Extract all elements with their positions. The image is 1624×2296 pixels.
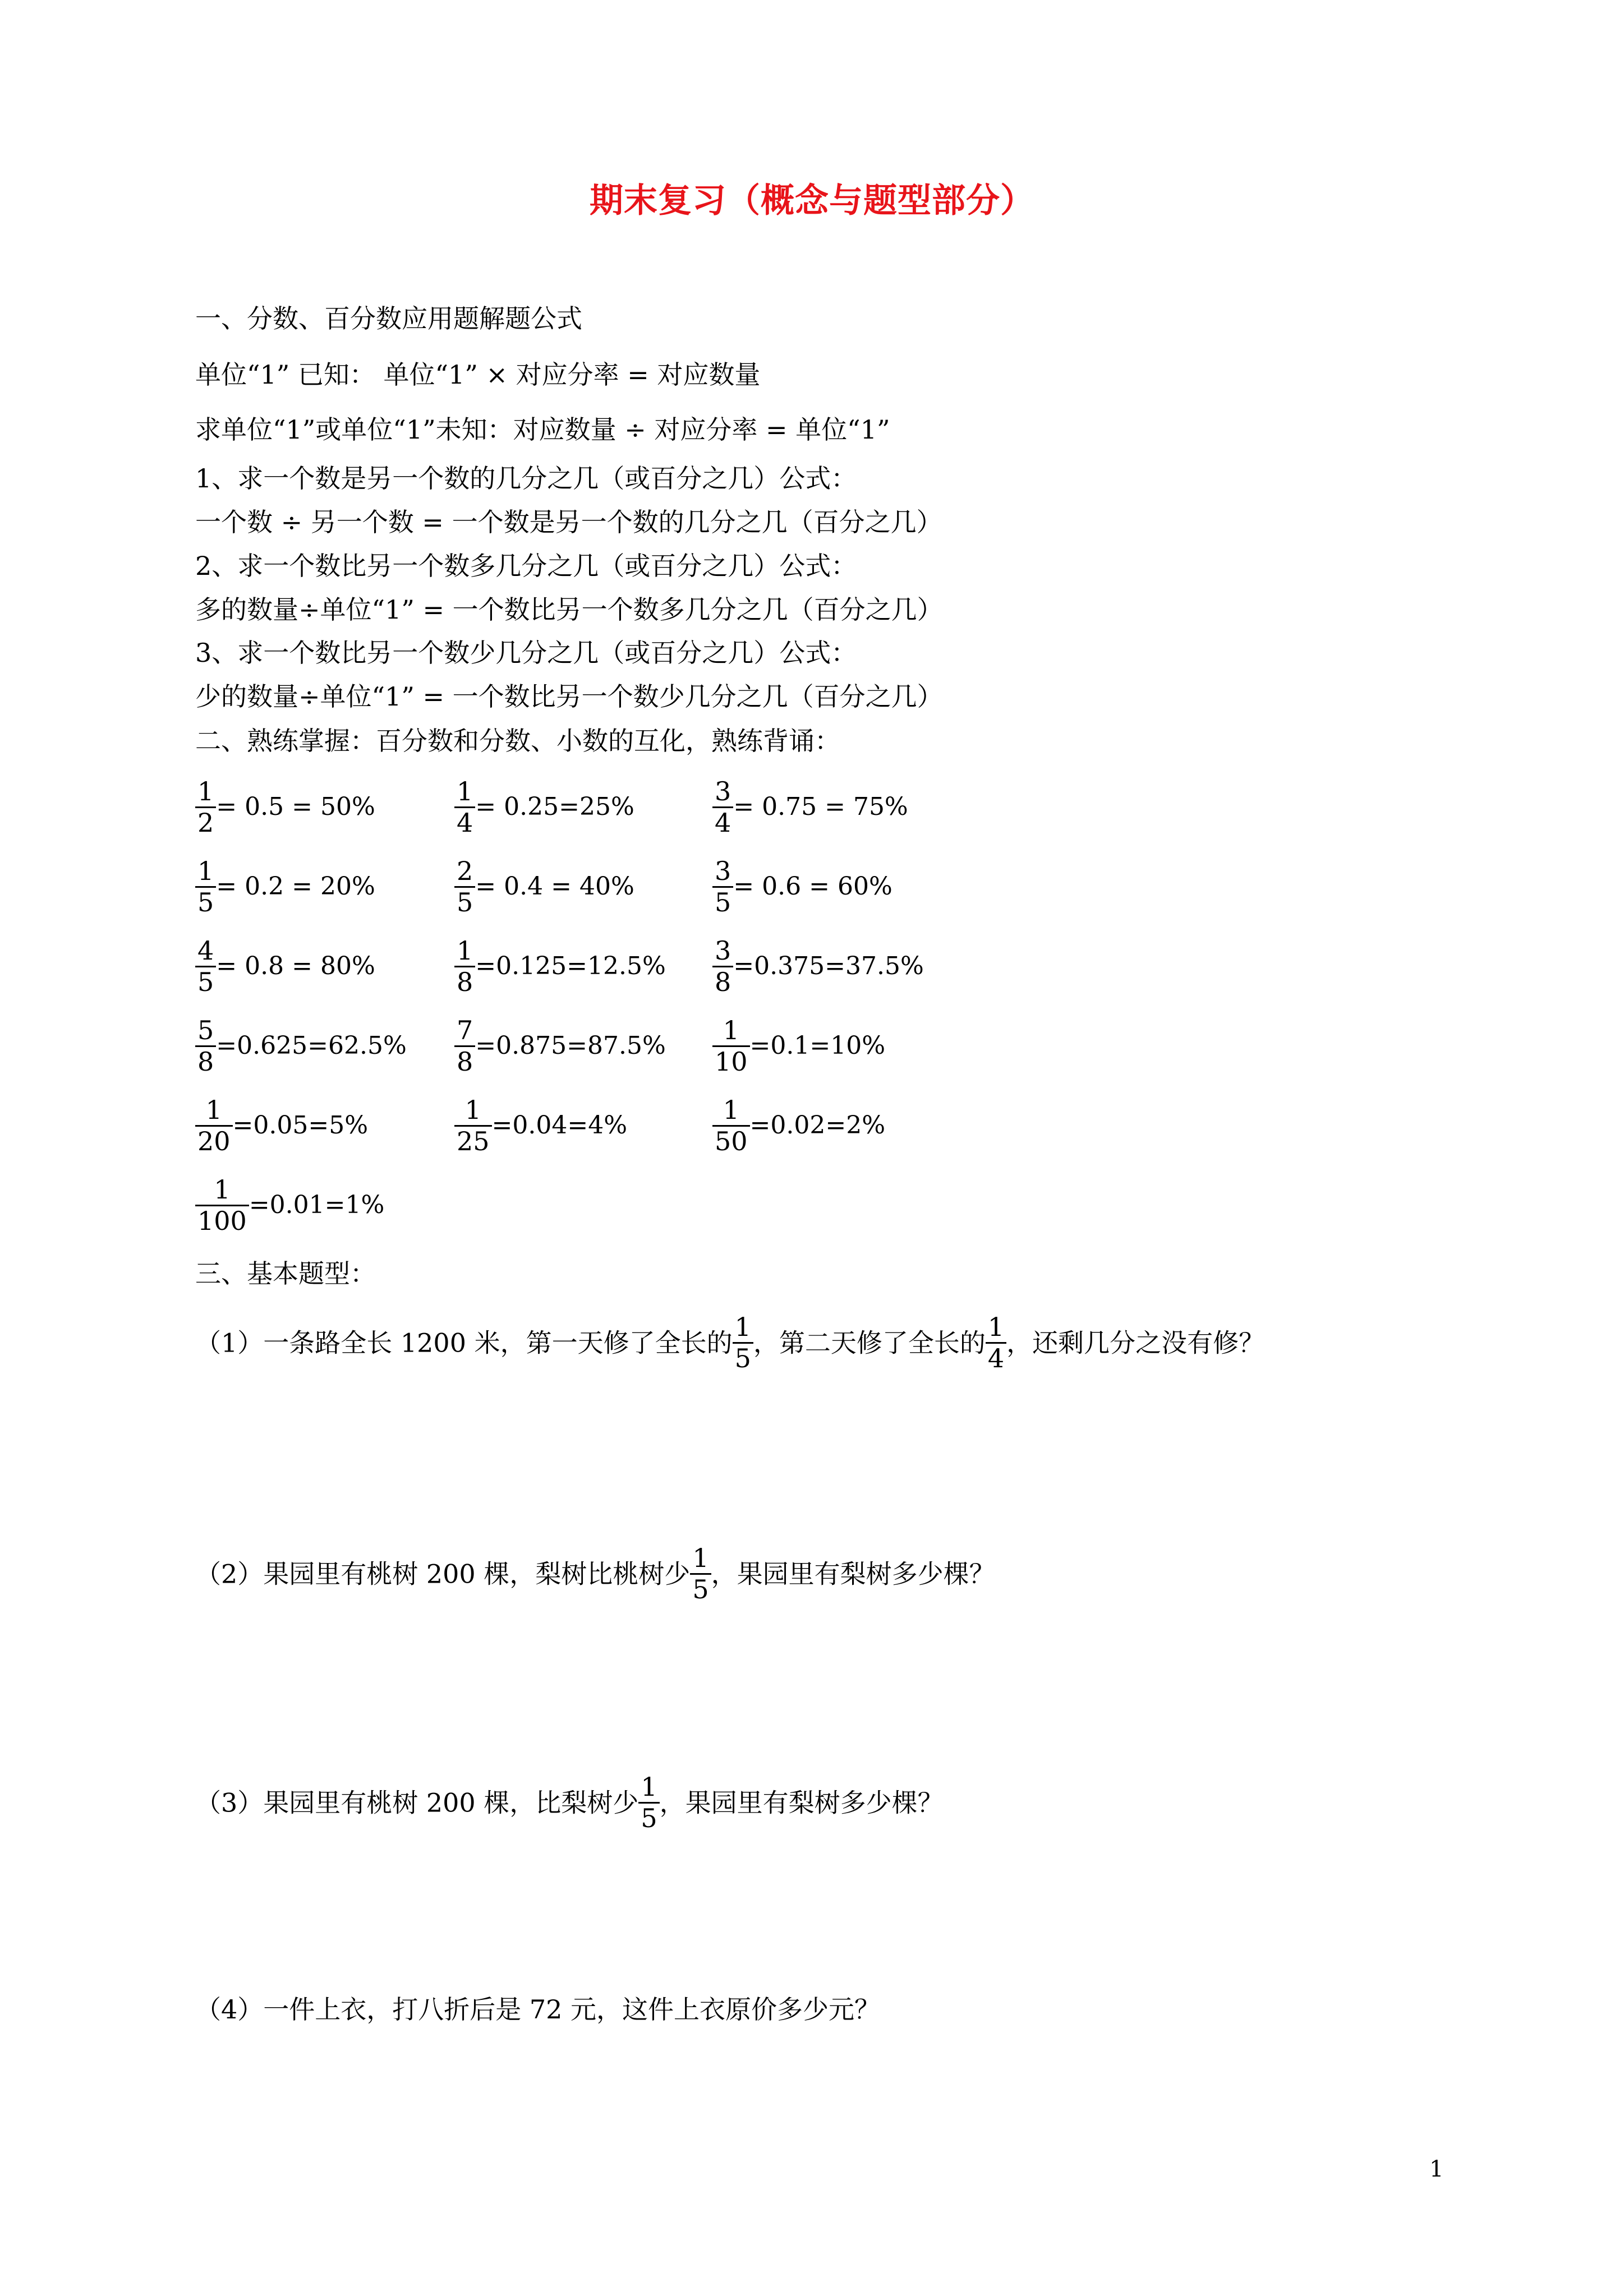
fraction: $\frac{2}{5}$ (454, 856, 475, 918)
fraction: $\frac{3}{4}$ (712, 777, 733, 838)
conversion-item: $\frac{1}{50}$ =0.02=2% (712, 1095, 885, 1156)
conversion-item: $\frac{1}{4}$ = 0.25=25% (454, 777, 634, 838)
question-2: （2）果园里有桃树 200 棵，梨树比桃树少 $\frac{1}{5}$ ，果园里有梨树多少棵？ (195, 1543, 995, 1605)
conversion-item: $\frac{1}{8}$ =0.125=12.5% (454, 936, 666, 997)
conversion-item: $\frac{1}{5}$ = 0.2 = 20% (195, 856, 375, 918)
section-3-heading: 三、基本题型： (195, 1258, 376, 1289)
fraction: $\frac{1}{8}$ (454, 936, 475, 997)
conversion-item: $\frac{1}{10}$ =0.1=10% (712, 1016, 885, 1077)
conversion-item: $\frac{3}{4}$ = 0.75 = 75% (712, 777, 908, 838)
conversion-item: $\frac{2}{5}$ = 0.4 = 40% (454, 856, 634, 918)
fraction: $\frac{1}{5}$ (733, 1312, 753, 1373)
fraction: $\frac{1}{25}$ (454, 1095, 492, 1156)
conversion-item: $\frac{1}{20}$ =0.05=5% (195, 1095, 368, 1156)
item-2-title: 2、求一个数比另一个数多几分之几（或百分之几）公式： (195, 551, 857, 581)
fraction: $\frac{5}{8}$ (195, 1016, 216, 1077)
conversion-item: $\frac{1}{2}$ = 0.5 = 50% (195, 777, 375, 838)
fraction: $\frac{1}{20}$ (195, 1095, 233, 1156)
conversion-item: $\frac{5}{8}$ =0.625=62.5% (195, 1016, 407, 1077)
conversion-item: $\frac{3}{5}$ = 0.6 = 60% (712, 856, 892, 918)
fraction: $\frac{1}{4}$ (986, 1312, 1006, 1373)
conversion-item: $\frac{7}{8}$ =0.875=87.5% (454, 1016, 666, 1077)
fraction: $\frac{1}{10}$ (712, 1016, 750, 1077)
page-number: 1 (1429, 2156, 1444, 2182)
conversion-item: $\frac{4}{5}$ = 0.8 = 80% (195, 936, 375, 997)
question-4: （4）一件上衣，打八折后是 72 元，这件上衣原价多少元？ (195, 1994, 881, 2025)
fraction: $\frac{3}{8}$ (712, 936, 733, 997)
formula-unit-unknown: 求单位“1”或单位“1”未知：对应数量 ÷ 对应分率 = 单位“1” (195, 414, 890, 445)
fraction: $\frac{1}{5}$ (195, 856, 216, 918)
section-2-heading: 二、熟练掌握：百分数和分数、小数的互化，熟练背诵： (195, 726, 840, 756)
fraction: $\frac{7}{8}$ (454, 1016, 475, 1077)
question-1: （1）一条路全长 1200 米，第一天修了全长的 $\frac{1}{5}$ ，第二天修了全长的 $\frac{1}{4}$ ，还剩几分之没有修？ (195, 1312, 1265, 1373)
item-2-formula: 多的数量÷单位“1” = 一个数比另一个数多几分之几（百分之几） (195, 594, 943, 625)
item-3-formula: 少的数量÷单位“1” = 一个数比另一个数少几分之几（百分之几） (195, 681, 943, 712)
conversion-item: $\frac{1}{100}$ =0.01=1% (195, 1175, 384, 1236)
formula-unit-known: 单位“1” 已知： 单位“1” × 对应分率 = 对应数量 (195, 359, 761, 390)
conversion-item: $\frac{3}{8}$ =0.375=37.5% (712, 936, 924, 997)
question-3: （3）果园里有桃树 200 棵，比梨树少 $\frac{1}{5}$ ，果园里有梨树多少棵？ (195, 1772, 944, 1833)
page-title: 期末复习（概念与题型部分） (590, 181, 1034, 220)
conversion-item: $\frac{1}{25}$ =0.04=4% (454, 1095, 627, 1156)
fraction: $\frac{1}{50}$ (712, 1095, 750, 1156)
section-1-heading: 一、分数、百分数应用题解题公式 (195, 303, 582, 334)
fraction: $\frac{1}{100}$ (195, 1175, 249, 1236)
fraction: $\frac{1}{2}$ (195, 777, 216, 838)
item-1-title: 1、求一个数是另一个数的几分之几（或百分之几）公式： (195, 463, 857, 494)
fraction: $\frac{3}{5}$ (712, 856, 733, 918)
fraction: $\frac{4}{5}$ (195, 936, 216, 997)
fraction: $\frac{1}{5}$ (690, 1543, 711, 1605)
item-3-title: 3、求一个数比另一个数少几分之几（或百分之几）公式： (195, 638, 857, 668)
fraction: $\frac{1}{4}$ (454, 777, 475, 838)
fraction: $\frac{1}{5}$ (638, 1772, 659, 1833)
item-1-formula: 一个数 ÷ 另一个数 = 一个数是另一个数的几分之几（百分之几） (195, 507, 942, 537)
